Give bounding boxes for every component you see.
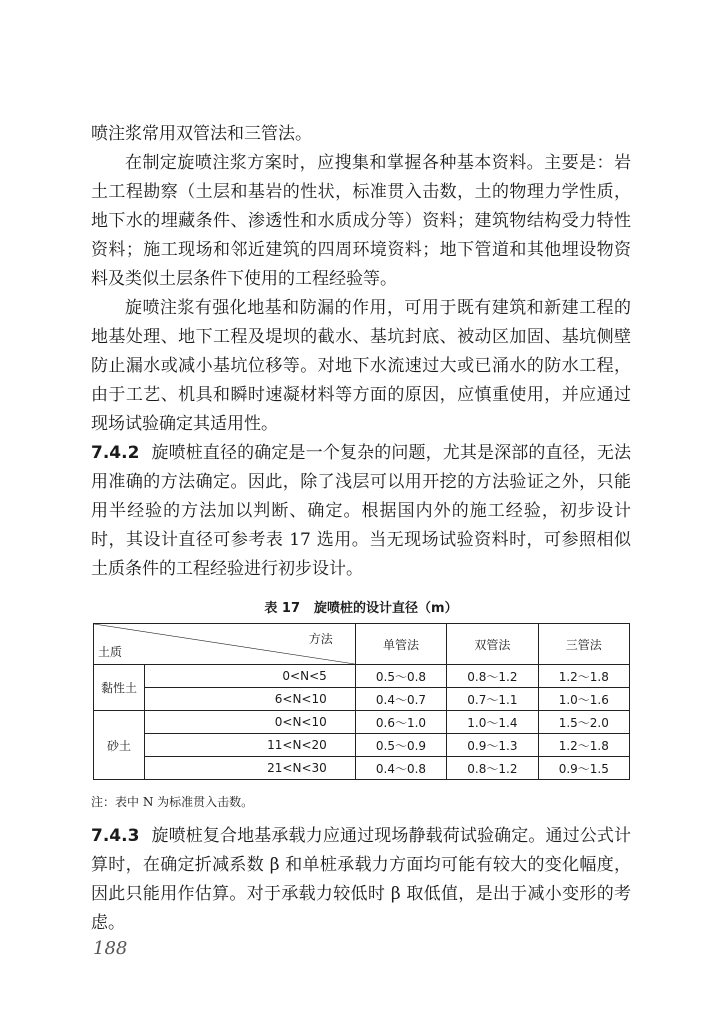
value-cell: 0.7～1.1: [447, 688, 538, 711]
paragraph-3: 旋喷注浆有强化地基和防漏的作用，可用于既有建筑和新建工程的地基处理、地下工程及堤坝的截水、基坑封底、被动区加固、基坑侧壁防止漏水或减小基坑位移等。对地下水流速过大或已涌水的防水工程，由于工艺、机具和瞬时速凝材料等方面的原因，应慎重使用，并应通过现场试验确定其适用性。: [91, 298, 631, 434]
section-number: 7.4.2: [91, 443, 140, 463]
section-text: 旋喷桩复合地基承载力应通过现场静载荷试验确定。通过公式计算时，在确定折减系数 β 和单桩承载力方面均可能有较大的变化幅度，因此只能用作估算。对于承载力较低时 β 取低值，是出于减小变形的考虑。: [91, 826, 631, 933]
design-diameter-table: [93, 623, 630, 780]
condition-cell: 6<N<10: [145, 688, 356, 711]
paragraph-2: 在制定旋喷注浆方案时，应搜集和掌握各种基本资料。主要是：岩土工程勘察（土层和基岩的性状，标准贯入击数，土的物理力学性质，地下水的埋藏条件、渗透性和水质成分等）资料；建筑物结构受力特性资料；施工现场和邻近建筑的四周环境资料；地下管道和其他埋设物资料及类似土层条件下使用的工程经验等。: [91, 153, 631, 289]
value-cell: 0.5～0.9: [355, 734, 446, 757]
table-caption-label: 表 17: [264, 601, 301, 616]
value-cell: 1.5～2.0: [538, 711, 629, 734]
table-note: 注：表中 N 为标准贯入击数。: [91, 795, 254, 809]
value-cell: 1.2～1.8: [538, 665, 629, 688]
section-text: 旋喷桩直径的确定是一个复杂的问题，尤其是深部的直径，无法用准确的方法确定。因此，除了浅层可以用开挖的方法验证之外，只能用半经验的方法加以判断、确定。根据国内外的施工经验，初步设计时，其设计直径可参考表 17 选用。当无现场试验资料时，可参照相似土质条件的工程经验进行初步设计。: [91, 443, 631, 579]
value-cell: 0.5～0.8: [355, 665, 446, 688]
section-7-4-3-block: [91, 822, 631, 938]
table-row: [94, 734, 630, 757]
value-cell: 1.0～1.6: [538, 688, 629, 711]
soil-type-cell: 黏性土: [94, 665, 145, 711]
soil-type-cell: 砂土: [94, 711, 145, 780]
diagonal-header-cell: [94, 624, 356, 665]
table-row: [94, 711, 630, 734]
condition-cell: 21<N<30: [145, 757, 356, 780]
table-header-row: [94, 624, 630, 665]
value-cell: 0.8～1.2: [447, 665, 538, 688]
table-caption: [91, 597, 631, 616]
value-cell: 0.6～1.0: [355, 711, 446, 734]
corner-top-label: 方法: [308, 632, 333, 646]
table-row: [94, 665, 630, 688]
section-7-4-2: [91, 439, 631, 584]
top-paragraphs: [91, 120, 631, 584]
corner-bottom-label: 土质: [98, 645, 123, 659]
value-cell: 0.4～0.7: [355, 688, 446, 711]
condition-cell: 0<N<5: [145, 665, 356, 688]
page-number: 188: [93, 938, 128, 959]
value-cell: 1.0～1.4: [447, 711, 538, 734]
value-cell: 1.2～1.8: [538, 734, 629, 757]
method-header: 三管法: [538, 624, 629, 665]
table-row: [94, 757, 630, 780]
value-cell: 0.4～0.8: [355, 757, 446, 780]
table-caption-title: 旋喷桩的设计直径（m）: [314, 601, 458, 616]
method-header: 双管法: [447, 624, 538, 665]
value-cell: 0.9～1.3: [447, 734, 538, 757]
value-cell: 0.8～1.2: [447, 757, 538, 780]
section-number: 7.4.3: [91, 826, 140, 846]
condition-cell: 11<N<20: [145, 734, 356, 757]
condition-cell: 0<N<10: [145, 711, 356, 734]
value-cell: 0.9～1.5: [538, 757, 629, 780]
method-header: 单管法: [355, 624, 446, 665]
table-row: [94, 688, 630, 711]
section-7-4-3: [91, 822, 631, 938]
paragraph-1: 喷注浆常用双管法和三管法。: [91, 124, 312, 144]
